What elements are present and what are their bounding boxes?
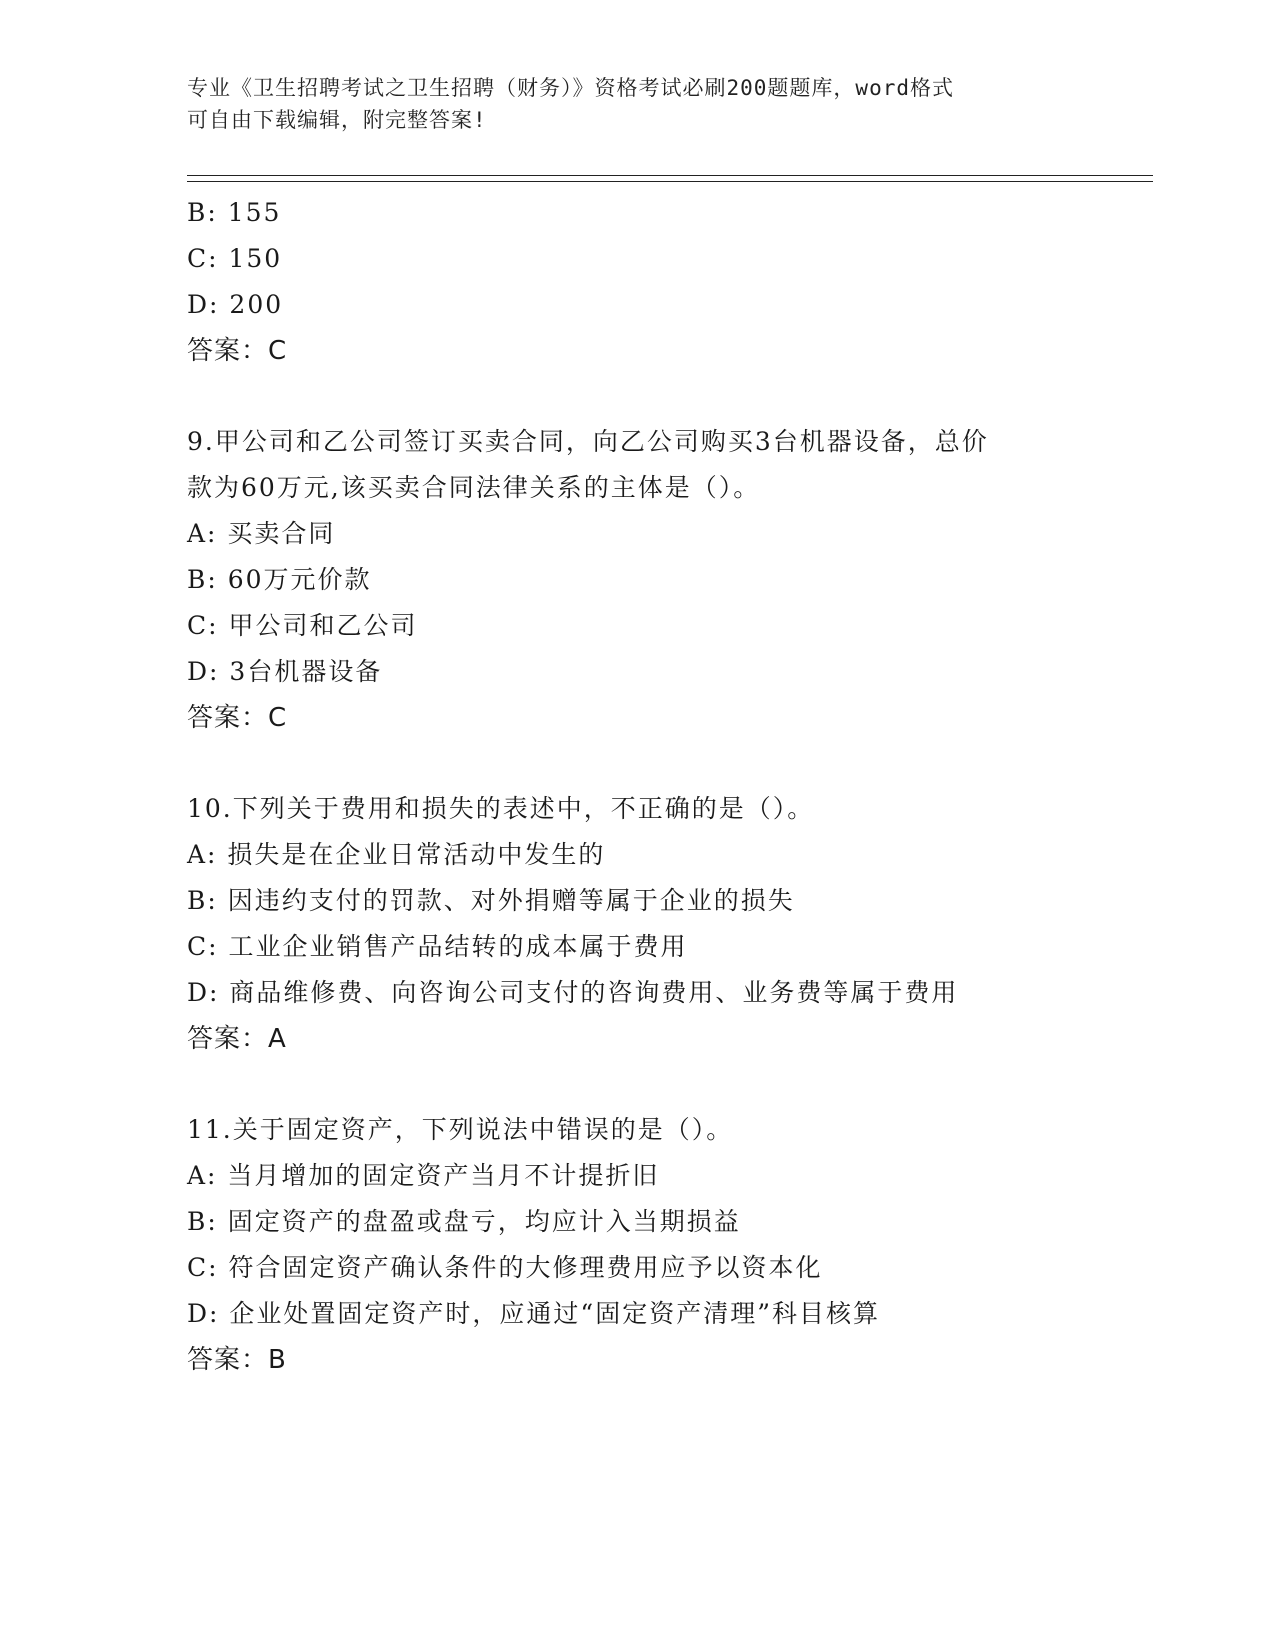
option-c: C: 甲公司和乙公司 xyxy=(187,611,418,640)
option-d: D: 200 xyxy=(187,290,284,319)
document-header xyxy=(187,72,1067,136)
question-gap xyxy=(187,1062,1087,1107)
option-a: A: 当月增加的固定资产当月不计提折旧 xyxy=(187,1161,660,1190)
question-stem: 11.关于固定资产，下列说法中错误的是（）。 xyxy=(187,1115,734,1144)
header-divider-top xyxy=(187,175,1153,176)
option-b: B: 60万元价款 xyxy=(187,565,372,594)
option-c: C: 工业企业销售产品结转的成本属于费用 xyxy=(187,932,688,961)
option-b: B: 固定资产的盘盈或盘亏，均应计入当期损益 xyxy=(187,1207,741,1236)
question-stem: 9.甲公司和乙公司签订买卖合同，向乙公司购买3台机器设备，总价 xyxy=(187,427,989,456)
question-stem: 款为60万元,该买卖合同法律关系的主体是（）。 xyxy=(187,473,761,502)
option-c: C: 符合固定资产确认条件的大修理费用应予以资本化 xyxy=(187,1253,823,1282)
header-divider-bottom xyxy=(187,181,1153,182)
previous-question-tail xyxy=(187,190,1087,374)
option-d: D: 3台机器设备 xyxy=(187,657,383,686)
question-11 xyxy=(187,1107,1087,1383)
option-b: B: 155 xyxy=(187,198,282,227)
option-a: A: 损失是在企业日常活动中发生的 xyxy=(187,840,606,869)
question-gap xyxy=(187,374,1087,419)
question-gap xyxy=(187,741,1087,786)
answer-line: 答案：B xyxy=(187,1345,287,1375)
question-list xyxy=(187,190,1087,1383)
header-title-line-2: 可自由下载编辑，附完整答案! xyxy=(187,108,487,132)
question-stem: 10.下列关于费用和损失的表述中，不正确的是（）。 xyxy=(187,794,815,823)
option-b: B: 因违约支付的罚款、对外捐赠等属于企业的损失 xyxy=(187,886,795,915)
option-d: D: 企业处置固定资产时，应通过“固定资产清理”科目核算 xyxy=(187,1299,880,1328)
option-c: C: 150 xyxy=(187,244,283,273)
option-a: A: 买卖合同 xyxy=(187,519,336,548)
header-title-line-1: 专业《卫生招聘考试之卫生招聘（财务）》资格考试必刷200题题库，word格式 xyxy=(187,76,954,100)
option-d: D: 商品维修费、向咨询公司支付的咨询费用、业务费等属于费用 xyxy=(187,978,959,1007)
answer-line: 答案：C xyxy=(187,703,288,733)
question-10 xyxy=(187,786,1087,1062)
answer-line: 答案：C xyxy=(187,336,288,366)
answer-line: 答案：A xyxy=(187,1024,287,1054)
question-9 xyxy=(187,419,1087,741)
